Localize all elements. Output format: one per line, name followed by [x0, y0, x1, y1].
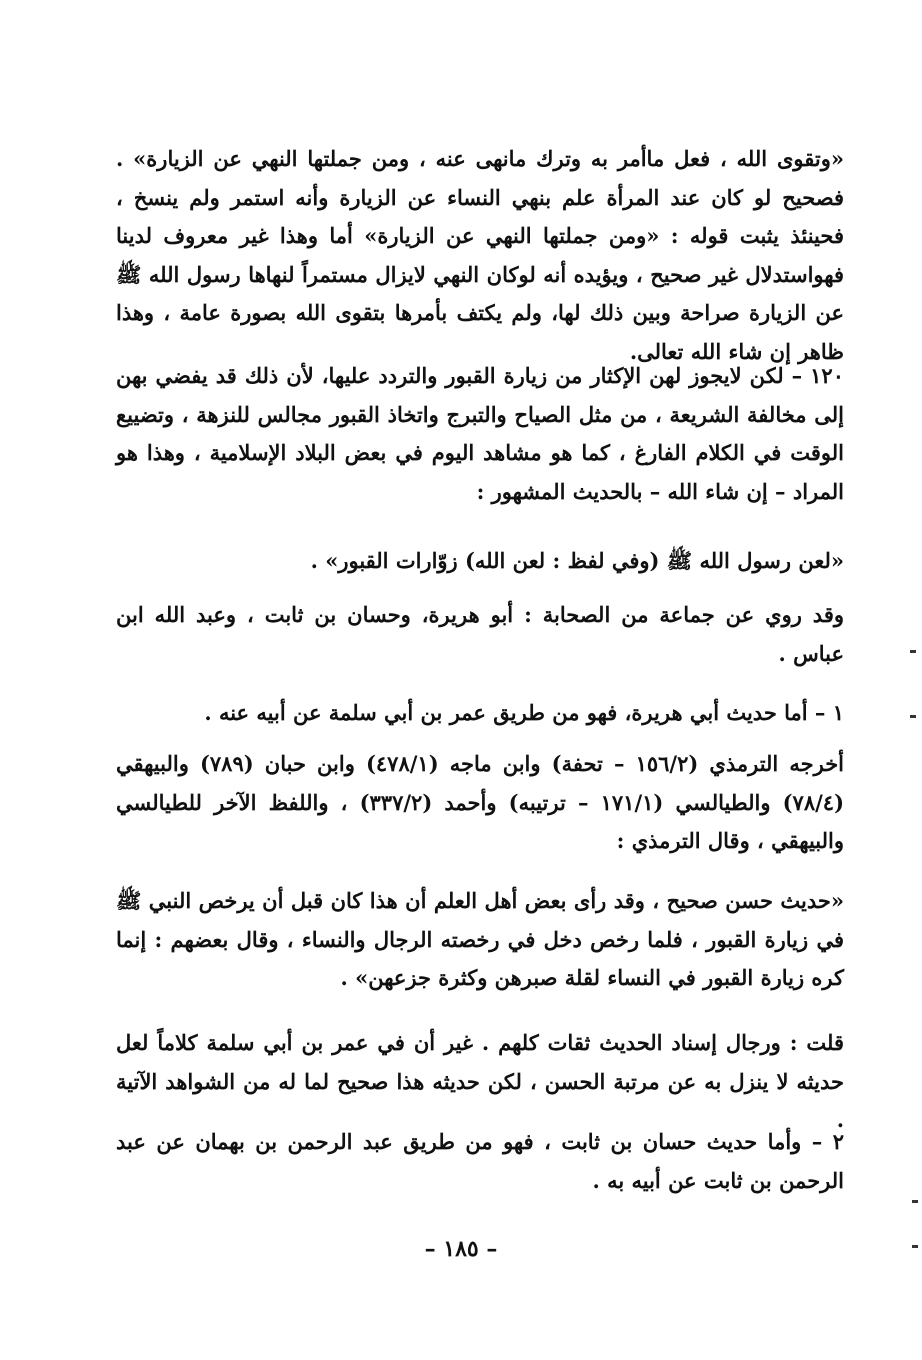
paragraph-7: «حديث حسن صحيح ، وقد رأى بعض أهل العلم أن هذا كان قبل أن يرخص النبي ﷺ في زيارة القبور ، فلما رخص دخل في رخصته الرجال والنساء ، وقال بعضهم : إنما كره زيارة القبور في النساء لقلة صبرهن وكثرة جزعهن» . — [116, 888, 844, 990]
paragraph-3: «لعن رسول الله ﷺ (وفي لفظ : لعن الله) زوّارات القبور» . — [310, 548, 844, 573]
margin-mark — [910, 650, 916, 653]
paragraph-6: أخرجه الترمذي (١٥٦/٢ – تحفة) وابن ماجه (٤٧٨/١) وابن حبان (٧٨٩) والبيهقي (٧٨/٤) والطيالسي (١٧١/١ – ترتيبه) وأحمد (٣٣٧/٢) ، واللفظ الآخر للطيالسي والبيهقي ، وقال الترمذي : — [116, 751, 845, 853]
paragraph-4: وقد روي عن جماعة من الصحابة : أبو هريرة، وحسان بن ثابت ، وعبد الله ابن عباس . — [116, 602, 844, 666]
paragraph-8: قلت : ورجال إسناد الحديث ثقات كلهم . غير أن في عمر بن أبي سلمة كلاماً لعل حديثه لا ينزل به عن مرتبة الحسن ، لكن حديثه هذا صحيح لما له من الشواهد الآتية . — [116, 1030, 844, 1132]
margin-mark — [910, 715, 916, 718]
margin-mark — [912, 1200, 918, 1203]
paragraph-9: ٢ – وأما حديث حسان بن ثابت ، فهو من طريق عبد الرحمن بن بهمان عن عبد الرحمن بن ثابت عن أبيه به . — [116, 1129, 844, 1193]
page-number: – ١٨٥ – — [424, 1236, 498, 1262]
paragraph-5: ١ – أما حديث أبي هريرة، فهو من طريق عمر بن أبي سلمة عن أبيه عنه . — [204, 700, 844, 725]
margin-mark — [912, 1245, 918, 1248]
paragraph-1: «وتقوى الله ، فعل ماأمر به وترك مانهى عنه ، ومن جملتها النهي عن الزيارة» . فصحيح لو كان عند المرأة علم بنهي النساء عن الزيارة وأنه استمر ولم ينسخ ، فحينئذ يثبت قوله : «ومن جملتها النهي عن الزيارة» أما وهذا غير معروف لدينا فهواستدلال غير صحيح ، ويؤيده أنه لوكان النهي لايزال مستمراً لنهاها رسول الله ﷺ عن الزيارة صراحة وبين ذلك لها، ولم يكتف بأمرها بتقوى الله بصورة عامة ، وهذا ظاهر إن شاء الله تعالى. — [116, 146, 844, 364]
paragraph-2: ١٢٠ – لكن لايجوز لهن الإكثار من زيارة القبور والتردد عليها، لأن ذلك قد يفضي بهن إلى مخالفة الشريعة ، من مثل الصياح والتبرج واتخاذ القبور مجالس للنزهة ، وتضييع الوقت في الكلام الفارغ ، كما هو مشاهد اليوم في بعض البلاد الإسلامية ، وهذا هو المراد – إن شاء الله – بالحديث المشهور : — [116, 363, 844, 504]
